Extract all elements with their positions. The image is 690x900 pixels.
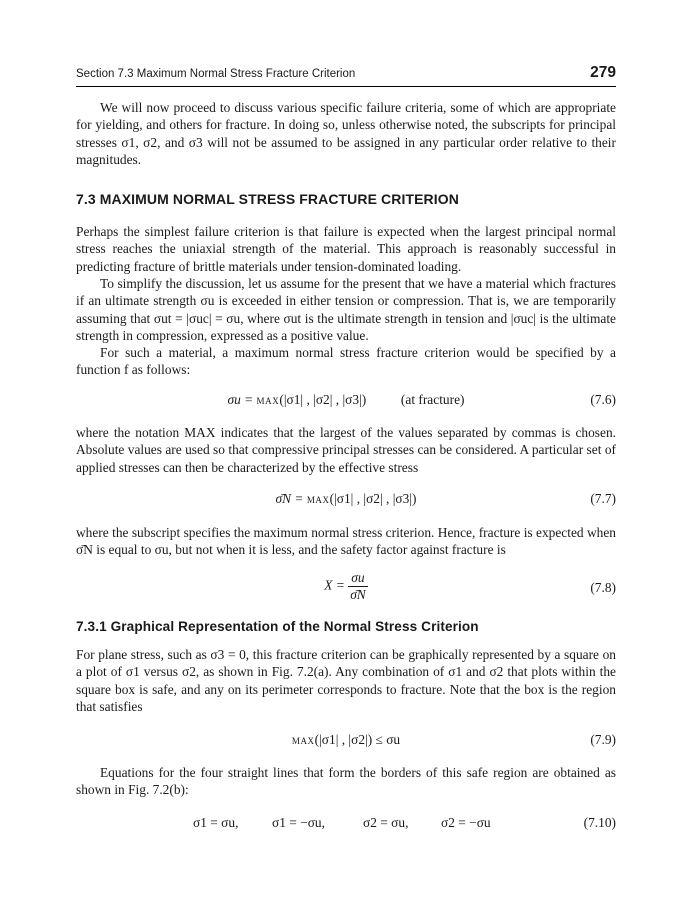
paragraph-4: where the notation MAX indicates that the largest of the values separated by commas is chosen. Absolute values are used so that compressive principal stresses can be considered. A particular set of applied stresses can then be characterized by the effective stress — [76, 425, 616, 475]
eq-7-6-note: (at fracture) — [400, 392, 465, 407]
eq-7-8-denominator: σ̄N — [350, 587, 366, 602]
equation-number-7-9: (7.9) — [590, 732, 616, 747]
eq-7-6-func: max — [256, 393, 280, 407]
paragraph-2: To simplify the discussion, let us assume for the present that we have a material which fractures if an ultimate strength σu is exceeded in either tension or compression. That is, we are temporarily assuming that σut = |σuc| = σu, where σut is the ultimate strength in tension and |σuc| is the ultimate strength in compression, expressed as a positive value. — [76, 276, 616, 344]
equation-7-8 — [76, 570, 616, 610]
section-heading: 7.3 MAXIMUM NORMAL STRESS FRACTURE CRITERION — [76, 191, 459, 207]
running-head — [76, 66, 616, 87]
paragraph-6: For plane stress, such as σ3 = 0, this fracture criterion can be graphically represented by a square on a plot of σ1 versus σ2, as shown in Fig. 7.2(a). Any combination of σ1 and σ2 that plots within the square box is safe, and any on its perimeter corresponds to fracture. Note that the box is the region that satisfies — [76, 647, 616, 715]
eq-7-9-args: (|σ1| , |σ2|) ≤ σu — [314, 732, 401, 747]
paragraph-1: Perhaps the simplest failure criterion is that failure is expected when the largest principal normal stress reaches the uniaxial strength of the material. This approach is reasonably successful in predicting fracture of brittle materials under tension-dominated loading. — [76, 224, 616, 274]
eq-7-6-args: (|σ1| , |σ2| , |σ3|) — [279, 392, 367, 407]
eq-7-8-fraction — [348, 570, 368, 603]
equation-7-7-body — [76, 491, 616, 507]
equation-7-6-body — [76, 392, 616, 408]
page-number: 279 — [590, 64, 616, 81]
eq-7-10-item: σ1 = σu, — [193, 815, 239, 830]
equation-number-7-10: (7.10) — [583, 815, 616, 830]
eq-7-7-args: (|σ1| , |σ2| , |σ3|) — [329, 491, 417, 506]
paragraph-5: where the subscript specifies the maximum normal stress criterion. Hence, fracture is expected when σ̄N is equal to σu, but not when it is less, and the safety factor against fracture is — [76, 525, 616, 558]
equation-7-6 — [76, 392, 616, 416]
equation-7-10 — [76, 815, 616, 835]
equation-7-9-body — [76, 732, 616, 748]
equation-number-7-6: (7.6) — [590, 392, 616, 407]
equation-7-7 — [76, 491, 616, 515]
subsection-heading: 7.3.1 Graphical Representation of the Normal Stress Criterion — [76, 619, 479, 634]
eq-7-7-lhs: σ̄N = — [275, 491, 307, 506]
eq-7-6-lhs: σu = — [227, 392, 257, 407]
eq-7-8-numerator: σu — [348, 570, 368, 587]
eq-7-10-item: σ2 = σu, — [363, 815, 409, 830]
equation-number-7-7: (7.7) — [590, 491, 616, 506]
running-head-section: Section 7.3 Maximum Normal Stress Fracture Criterion — [76, 68, 356, 80]
paragraph-7: Equations for the four straight lines that form the borders of this safe region are obtained as shown in Fig. 7.2(b): — [76, 765, 616, 798]
equation-7-8-body — [76, 570, 616, 603]
eq-7-8-lhs: X = — [324, 577, 349, 593]
intro-paragraph: We will now proceed to discuss various specific failure criteria, some of which are appropriate for yielding, and others for fracture. In doing so, unless otherwise noted, the subscripts for principal stresses σ1, σ2, and σ3 will not be assumed to be assigned in any particular order relative to their magnitudes. — [76, 100, 616, 168]
eq-7-10-item: σ2 = −σu — [441, 815, 491, 830]
eq-7-10-item: σ1 = −σu, — [272, 815, 325, 830]
eq-7-7-func: max — [306, 492, 330, 506]
eq-7-9-func: max — [291, 733, 315, 747]
equation-7-9 — [76, 732, 616, 756]
equation-number-7-8: (7.8) — [590, 580, 616, 595]
paragraph-3: For such a material, a maximum normal stress fracture criterion would be specified by a function f as follows: — [76, 345, 616, 378]
